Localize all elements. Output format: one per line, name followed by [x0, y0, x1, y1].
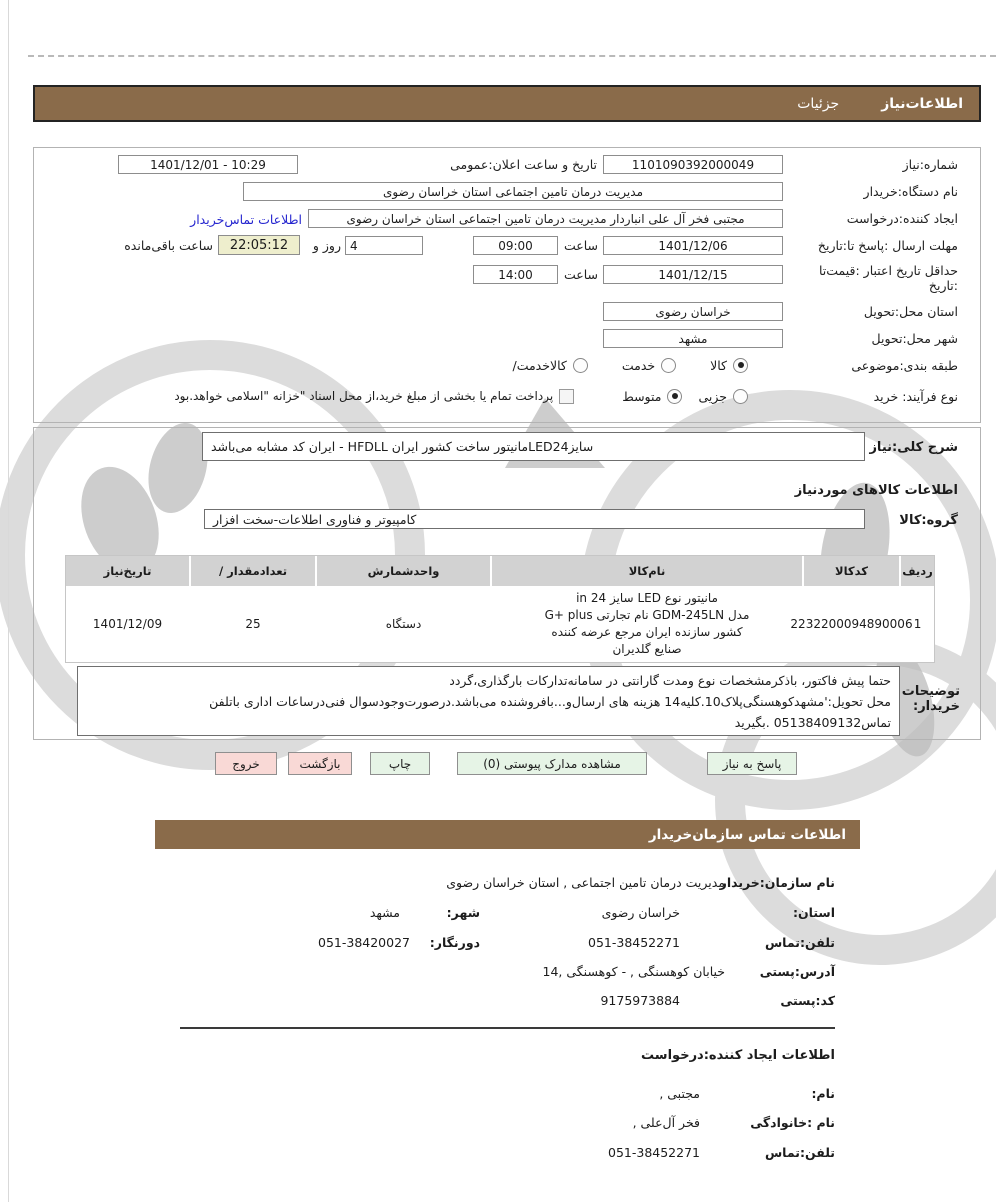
contact-fax-value: 051-38420027 [318, 935, 410, 950]
cell-need-date: 1401/12/09 [92, 617, 163, 631]
table-row [66, 586, 934, 662]
contact-phone-value: 051-38452271 [588, 935, 680, 950]
cell-item-name [492, 586, 802, 662]
section-divider [180, 1027, 835, 1029]
top-separator [28, 55, 996, 57]
subject-category-row [512, 356, 958, 374]
buyer-org-label: نام دستگاه:خریدار [863, 184, 958, 199]
remarks-line: تماس05138409132 .بگیرید [734, 715, 891, 730]
general-desc-field[interactable]: سایزLED24مانیتور ساخت کشور ایران HFDLL - ایران کد مشابه می‌باشد [202, 432, 865, 461]
reply-deadline-time-field[interactable]: 09:00 [473, 236, 558, 255]
header-tab-bar [33, 85, 981, 122]
process-type-row [174, 387, 958, 405]
contact-city-value: مشهد [369, 905, 400, 920]
need-number-label: شماره:نیاز [902, 157, 958, 172]
radio-service[interactable] [661, 358, 676, 373]
deadline-hour-label: ساعت [563, 238, 598, 253]
creator-phone-value: 051-38452271 [608, 1145, 700, 1160]
remarks-line: محل تحویل:'مشهدکوهسنگی‌پلاک10.کلیه14 هزینه های ارسال‌و...بافروشنده می‌باشد.درصورت‌وجودسوال فنی‌درساعات اداری باتلفن [209, 694, 891, 709]
col-item-code: کدکالا [804, 556, 899, 586]
tab-need-info[interactable]: اطلاعات‌نیاز [881, 95, 963, 112]
buyer-org-field[interactable]: مدیریت درمان تامین اجتماعی استان خراسان رضوی [243, 182, 783, 201]
validity-hour-label: ساعت [563, 267, 598, 282]
contact-city-label: شهر: [446, 905, 480, 920]
process-type-label: نوع فرآیند: خرید [873, 388, 958, 404]
item-name-line: کشور سازنده ایران مرجع عرضه کننده [551, 625, 743, 639]
goods-group-label: گروه:کالا [899, 513, 958, 528]
days-remaining-field[interactable]: 4 [345, 236, 423, 255]
goods-group-field[interactable]: کامپیوتر و فناوری اطلاعات-سخت افزار [204, 509, 865, 529]
contact-address-value: خیابان کوهسنگی , - کوهسنگی ,14 [542, 964, 725, 979]
buyer-contact-header [155, 820, 860, 849]
delivery-province-field[interactable]: خراسان رضوی [603, 302, 783, 321]
item-name-line: صنایع گلدیران [612, 642, 682, 656]
respond-button[interactable]: پاسخ به نیاز [707, 752, 797, 775]
page-left-border [8, 0, 9, 1202]
contact-province-value: خراسان رضوی [601, 905, 680, 920]
subject-category-label: طبقه بندی:موضوعی [851, 357, 958, 373]
creator-section-title: اطلاعات ایجاد کننده:درخواست [641, 1048, 835, 1063]
radio-goods-service[interactable] [573, 358, 588, 373]
hours-remaining-label: ساعت باقی‌مانده [124, 238, 213, 253]
item-name-line: مانیتور نوع LED سایز 24 in [576, 591, 718, 605]
general-desc-label: شرح کلی:نیاز [869, 440, 958, 455]
cell-quantity: 25 [245, 617, 261, 631]
need-number-field[interactable]: 1101090392000049 [603, 155, 783, 174]
treasury-payment-label: پرداخت تمام یا بخشی از مبلغ خرید،از محل اسناد "خزانه "اسلامی خواهد.بود [174, 389, 554, 403]
price-validity-label: حداقل تاریخ اعتبار :قیمت‌تا :تاریخ [818, 263, 958, 293]
back-button[interactable]: بازگشت [288, 752, 352, 775]
countdown-timer: 22:05:12 [218, 235, 300, 255]
cell-row-index: 1 [913, 617, 922, 631]
print-button[interactable]: چاپ [370, 752, 430, 775]
days-label: روز و [312, 238, 341, 253]
reply-deadline-label: مهلت ارسال :پاسخ تا:تاریخ [817, 238, 958, 253]
radio-medium-label: متوسط [622, 388, 662, 404]
announce-datetime-field[interactable]: 1401/12/01 - 10:29 [118, 155, 298, 174]
required-goods-heading: اطلاعات کالاهای موردنیاز [794, 483, 958, 498]
contact-address-label: آدرس:پستی [759, 964, 835, 979]
buyer-contact-link[interactable]: اطلاعات تماس‌خریدار [190, 212, 302, 227]
delivery-province-label: استان محل:تحویل [863, 304, 958, 319]
radio-medium[interactable] [667, 389, 682, 404]
radio-partial[interactable] [733, 389, 748, 404]
contact-fax-label: دورنگار: [429, 935, 480, 950]
treasury-payment-checkbox[interactable] [559, 389, 574, 404]
cell-item-code: 2232200094890006 [790, 617, 913, 631]
remarks-label-line1: توضیحات [901, 684, 960, 699]
buyer-remarks-field[interactable] [77, 666, 900, 736]
price-validity-time-field[interactable]: 14:00 [473, 265, 558, 284]
contact-phone-label: تلفن:تماس [764, 935, 835, 950]
creator-first-name-value: مجتبی , [659, 1086, 700, 1101]
creator-last-name-label: نام :خانوادگی [750, 1115, 835, 1130]
radio-goods-label: کالا [710, 357, 727, 373]
radio-goods-service-label: کالاخدمت/ [512, 357, 567, 373]
cell-unit: دستگاه [385, 617, 422, 631]
col-item-name: نام‌کالا [492, 556, 802, 586]
col-row-index: ردیف [901, 556, 934, 586]
reply-deadline-date-field[interactable]: 1401/12/06 [603, 236, 783, 255]
radio-goods[interactable] [733, 358, 748, 373]
item-name-line: مدل GDM-245LN نام تجارتی G+ plus [544, 608, 750, 622]
creator-last-name-value: فخر آل‌علی , [632, 1115, 700, 1130]
creator-first-name-label: نام: [811, 1086, 835, 1101]
request-creator-label: ایجاد کننده:درخواست [846, 211, 958, 226]
org-name-label: نام سازمان:خریدار [719, 875, 835, 890]
postal-code-value: 9175973884 [600, 993, 680, 1008]
postal-code-label: کد:پستی [780, 993, 835, 1008]
org-name-value: مدیریت درمان تامین اجتماعی , استان خراسان رضوی [446, 875, 725, 890]
creator-phone-label: تلفن:تماس [764, 1145, 835, 1160]
col-need-date: تاریخ‌نیاز [66, 556, 189, 586]
exit-button[interactable]: خروج [215, 752, 277, 775]
col-quantity: تعدادمقدار / [191, 556, 315, 586]
remarks-label-line2: خریدار: [913, 699, 960, 714]
delivery-city-field[interactable]: مشهد [603, 329, 783, 348]
col-unit: واحدشمارش [317, 556, 490, 586]
radio-partial-label: جزیی [698, 388, 727, 404]
remarks-line: حتما پیش فاکتور، باذکرمشخصات نوع ومدت گارانتی در سامانه‌تدارکات بارگذاری،گردد [449, 673, 891, 688]
delivery-city-label: شهر محل:تحویل [871, 331, 958, 346]
items-table-header [66, 556, 934, 586]
request-creator-field[interactable]: مجتبی فخر آل علی انباردار مدیریت درمان تامین اجتماعی استان خراسان رضوی [308, 209, 783, 228]
items-table [65, 555, 935, 663]
price-validity-date-field[interactable]: 1401/12/15 [603, 265, 783, 284]
radio-service-label: خدمت [621, 357, 656, 373]
view-attachments-button[interactable]: مشاهده مدارک پیوستی (0) [457, 752, 647, 775]
tab-details[interactable]: جزئیات [797, 95, 840, 112]
announce-datetime-label: تاریخ و ساعت اعلان:عمومی [450, 157, 597, 172]
buyer-contact-title: اطلاعات تماس سازمان‌خریدار [648, 826, 846, 843]
contact-province-label: استان: [792, 905, 835, 920]
